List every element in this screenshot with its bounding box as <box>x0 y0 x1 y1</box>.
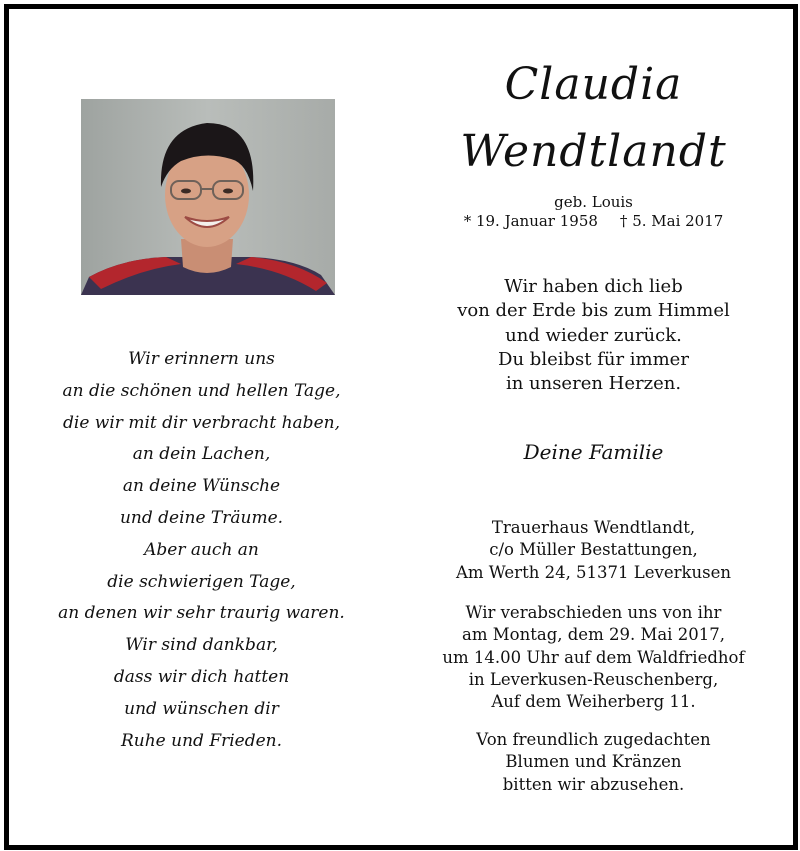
poem-line: an dein Lachen, <box>132 444 271 465</box>
family-signature: Deine Familie <box>523 440 664 464</box>
verse-line: und wieder zurück. <box>505 324 682 346</box>
flowers-line: bitten wir abzusehen. <box>502 774 685 794</box>
address-line: Am Werth 24, 51371 Leverkusen <box>456 562 731 582</box>
service-line: Wir verabschieden uns von ihr <box>465 603 722 622</box>
service-line: in Leverkusen-Reuschenberg, <box>468 669 719 689</box>
poem-line: und wünschen dir <box>124 698 279 719</box>
deceased-last-name: Wendtlandt <box>460 126 727 177</box>
death-date: † 5. Mai 2017 <box>619 212 724 230</box>
verse-line: Wir haben dich lieb <box>504 276 683 297</box>
poem-line: und deine Träume. <box>119 507 284 528</box>
poem-line: an deine Wünsche <box>122 476 281 497</box>
poem-line: Wir sind dankbar, <box>125 635 278 656</box>
portrait-photo <box>81 99 335 295</box>
obituary-notice <box>4 4 798 850</box>
service-line: um 14.00 Uhr auf dem Waldfriedhof <box>442 647 745 667</box>
verse-line: von der Erde bis zum Himmel <box>457 300 730 322</box>
poem-line: dass wir dich hatten <box>113 666 290 687</box>
life-dates <box>394 212 793 230</box>
verse-line: Du bleibst für immer <box>498 348 689 370</box>
service-line: am Montag, dem 29. Mai 2017, <box>462 625 725 645</box>
poem-line: an denen wir sehr traurig waren. <box>58 603 345 624</box>
funeral-service-info <box>394 602 793 713</box>
poem-line: die wir mit dir verbracht haben, <box>63 412 340 433</box>
poem-line: an die schönen und hellen Tage, <box>62 380 341 401</box>
address-line: c/o Müller Bestattungen, <box>489 540 698 560</box>
poem-line: Aber auch an <box>144 539 259 560</box>
mourning-house-address <box>394 517 793 584</box>
birth-date: * 19. Januar 1958 <box>463 212 598 230</box>
right-column <box>394 9 793 845</box>
poem-line: Ruhe und Frieden. <box>120 730 283 751</box>
address-line: Trauerhaus Wendtlandt, <box>491 518 696 537</box>
portrait-illustration <box>81 99 335 295</box>
service-line: Auf dem Weiherberg 11. <box>491 692 696 712</box>
poem-line: die schwierigen Tage, <box>107 571 296 592</box>
birth-name: geb. Louis <box>554 193 633 211</box>
deceased-first-name: Claudia <box>504 59 683 110</box>
poem <box>9 344 394 757</box>
poem-line: Wir erinnern uns <box>128 349 275 369</box>
flowers-line: Blumen und Kränzen <box>505 752 682 772</box>
flowers-line: Von freundlich zugedachten <box>476 730 711 749</box>
memorial-verse <box>394 275 793 396</box>
flowers-request <box>394 729 793 796</box>
left-column <box>9 9 394 845</box>
verse-line: in unseren Herzen. <box>505 373 682 395</box>
